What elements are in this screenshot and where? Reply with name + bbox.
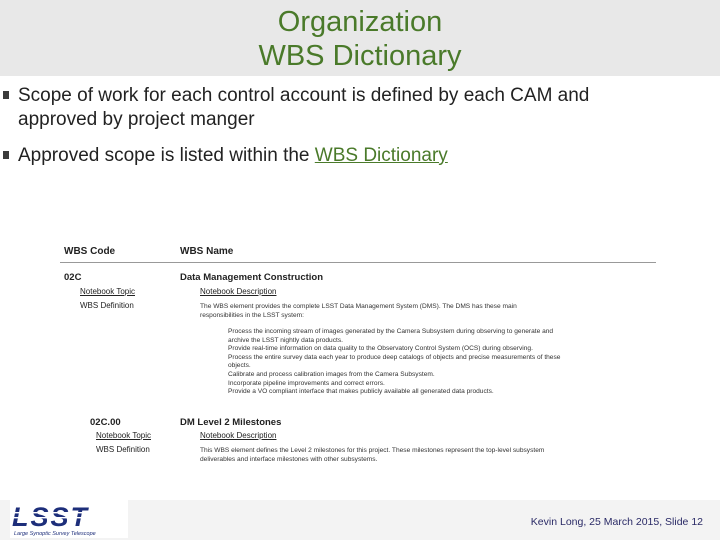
column-header-name: WBS Name <box>180 246 234 257</box>
bullet-item-approved <box>3 144 703 168</box>
wbs-definition-label: WBS Definition <box>80 301 134 310</box>
bullet-text: Approved scope is listed within the <box>18 145 315 166</box>
responsibility-line: Provide a VO compliant interface that makes publicly available all generated data products. <box>228 388 494 396</box>
responsibility-line: Incorporate pipeline improvements and correct errors. <box>228 379 385 387</box>
wbs-code: 02C <box>64 272 82 283</box>
bullet-text-line-1: Scope of work for each control account is defined by each CAM and <box>18 85 590 106</box>
description-line: responsibilities in the LSST system: <box>200 311 304 319</box>
notebook-topic-link[interactable]: Notebook Topic <box>96 431 151 440</box>
notebook-description-link[interactable]: Notebook Description <box>200 431 277 440</box>
column-header-code: WBS Code <box>64 246 116 257</box>
slide-credit: Kevin Long, 25 March 2015, Slide 12 <box>530 516 703 528</box>
notebook-topic-link[interactable]: Notebook Topic <box>80 287 135 296</box>
bullet-square-icon <box>3 91 9 99</box>
wbs-name: Data Management Construction <box>180 272 324 283</box>
description-line: The WBS element provides the complete LSST Data Management System (DMS). The DMS has these main <box>200 303 517 310</box>
notebook-description-link[interactable]: Notebook Description <box>200 287 277 296</box>
wbs-code: 02C.00 <box>90 417 121 428</box>
slide-title-line-2: WBS Dictionary <box>258 40 462 72</box>
responsibility-list <box>228 328 560 397</box>
bullet-item-scope <box>3 84 703 132</box>
header-divider <box>60 262 656 263</box>
wbs-name: DM Level 2 Milestones <box>180 417 282 428</box>
logo-stripe <box>12 517 112 518</box>
responsibility-line: Process the incoming stream of images generated by the Camera Subsystem during observing to generate and <box>228 328 554 335</box>
wbs-dictionary-excerpt <box>60 246 656 466</box>
logo-subtitle: Large Synoptic Survey Telescope <box>14 531 96 537</box>
responsibility-line: Process the entire survey data each year to produce deep catalogs of objects and precise measurements of these <box>228 353 561 361</box>
wbs-description <box>200 447 544 464</box>
responsibility-line: Calibrate and process calibration images from the Camera Subsystem. <box>228 370 435 378</box>
description-line: This WBS element defines the Level 2 milestones for this project. These milestones represent the top-level subsystem <box>200 447 545 454</box>
responsibility-line: objects. <box>228 362 251 370</box>
responsibility-line: archive the LSST nightly data products. <box>228 336 343 344</box>
wbs-definition-label: WBS Definition <box>96 445 150 454</box>
lsst-logo <box>10 500 128 538</box>
wbs-description <box>200 303 517 320</box>
bullet-square-icon <box>3 151 9 159</box>
slide-title-line-1: Organization <box>277 6 443 38</box>
description-line: deliverables and interface milestones with other subsystems. <box>200 455 378 463</box>
wbs-dictionary-link[interactable]: WBS Dictionary <box>314 145 448 166</box>
bullet-list <box>3 84 703 180</box>
bullet-text-line-2: approved by project manger <box>18 109 255 130</box>
responsibility-line: Provide real-time information on data quality to the Observatory Control System (OCS) during observing. <box>228 345 533 353</box>
title-band <box>0 0 720 76</box>
logo-stripe <box>12 512 112 513</box>
